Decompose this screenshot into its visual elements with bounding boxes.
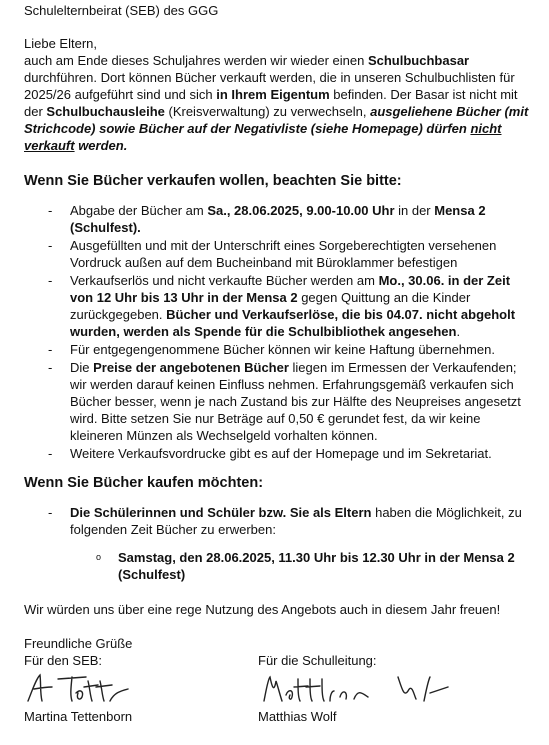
intro-section bbox=[24, 35, 534, 154]
list-item: - Die Preise der angebotenen Bücher liegen im Ermessen der Verkaufenden; wir werden darauf keinen Einfluss nehmen. Erfahrungsgemäß verkaufen sich Bücher besser, wenn je nach Zustand bis zur Hälfte des Neupreises angesetzt wird. Bitte setzen Sie nur Beträge auf 0,50 € gerundet fest, da wir keine kleineren Münzen als Wechselgeld vorhalten können. bbox=[48, 360, 521, 443]
signature-stroke bbox=[264, 677, 448, 701]
sub-list-item: o Samstag, den 28.06.2025, 11.30 Uhr bis 12.30 Uhr in der Mensa 2 (Schulfest) bbox=[96, 550, 515, 582]
list-item: - Abgabe der Bücher am Sa., 28.06.2025, 9.00-10.00 Uhr in der Mensa 2 (Schulfest). bbox=[48, 203, 486, 235]
signature-stroke bbox=[28, 675, 128, 701]
seb-label: Für den SEB: bbox=[24, 653, 103, 668]
letter-page bbox=[24, 2, 534, 745]
list-item: - Weitere Verkaufsvordrucke gibt es auf der Homepage und im Sekretariat. bbox=[48, 446, 492, 461]
buy-list bbox=[24, 504, 534, 538]
sell-heading: Wenn Sie Bücher verkaufen wollen, beachten Sie bitte: bbox=[24, 173, 402, 189]
list-item: - Für entgegengenommene Bücher können wir keine Haftung übernehmen. bbox=[48, 342, 495, 357]
intro-paragraph: auch am Ende dieses Schuljahres werden wir wieder einen Schulbuchbasar durchführen. Dort können Bücher verkauft werden, die in unseren Schulbuchlisten für 2025/26 aufgeführt sind und sich in Ihrem Eigentum befinden. Der Basar ist nicht mit der Schulbuchausleihe (Kreisverwaltung) zu verwechseln, ausgeliehene Bücher (mit Strichcode) sowie Bücher auf der Negativliste (siehe Homepage) dürfen nicht verkauft werden. bbox=[24, 53, 529, 153]
seb-name: Martina Tettenborn bbox=[24, 709, 133, 724]
school-label: Für die Schulleitung: bbox=[258, 653, 377, 668]
seb-handwritten-signature bbox=[24, 671, 134, 705]
greeting: Freundliche Grüße bbox=[24, 636, 133, 651]
sell-list bbox=[24, 202, 534, 462]
school-signature bbox=[258, 652, 458, 725]
salutation: Liebe Eltern, bbox=[24, 36, 97, 51]
circle-bullet-icon: o bbox=[96, 552, 102, 562]
buy-heading: Wenn Sie Bücher kaufen möchten: bbox=[24, 475, 264, 491]
closing-sentence: Wir würden uns über eine rege Nutzung des Angebots auch in diesem Jahr freuen! bbox=[24, 602, 501, 617]
list-item: - Verkaufserlös und nicht verkaufte Bücher werden am Mo., 30.06. in der Zeit von 12 Uhr bis 13 Uhr in der Mensa 2 gegen Quittung an die Kinder zurückgegeben. Bücher und Verkaufserlöse, die bis 04.07. nicht abgeholt wurden, werden als Spende für die Schulbibliothek angesehen. bbox=[48, 273, 516, 339]
school-name: Matthias Wolf bbox=[258, 709, 337, 724]
seb-signature bbox=[24, 635, 134, 725]
letter-header: Schulelternbeirat (SEB) des GGG bbox=[24, 3, 219, 18]
signature-block bbox=[24, 635, 534, 745]
list-item: - Ausgefüllten und mit der Unterschrift eines Sorgeberechtigten versehenen Vordruck außen auf dem Bucheinband mit Büroklammer befestigen bbox=[48, 238, 497, 270]
list-item: - Die Schülerinnen und Schüler bzw. Sie als Eltern haben die Möglichkeit, zu folgenden Zeit Bücher zu erwerben: bbox=[48, 505, 522, 537]
school-handwritten-signature bbox=[258, 671, 458, 705]
